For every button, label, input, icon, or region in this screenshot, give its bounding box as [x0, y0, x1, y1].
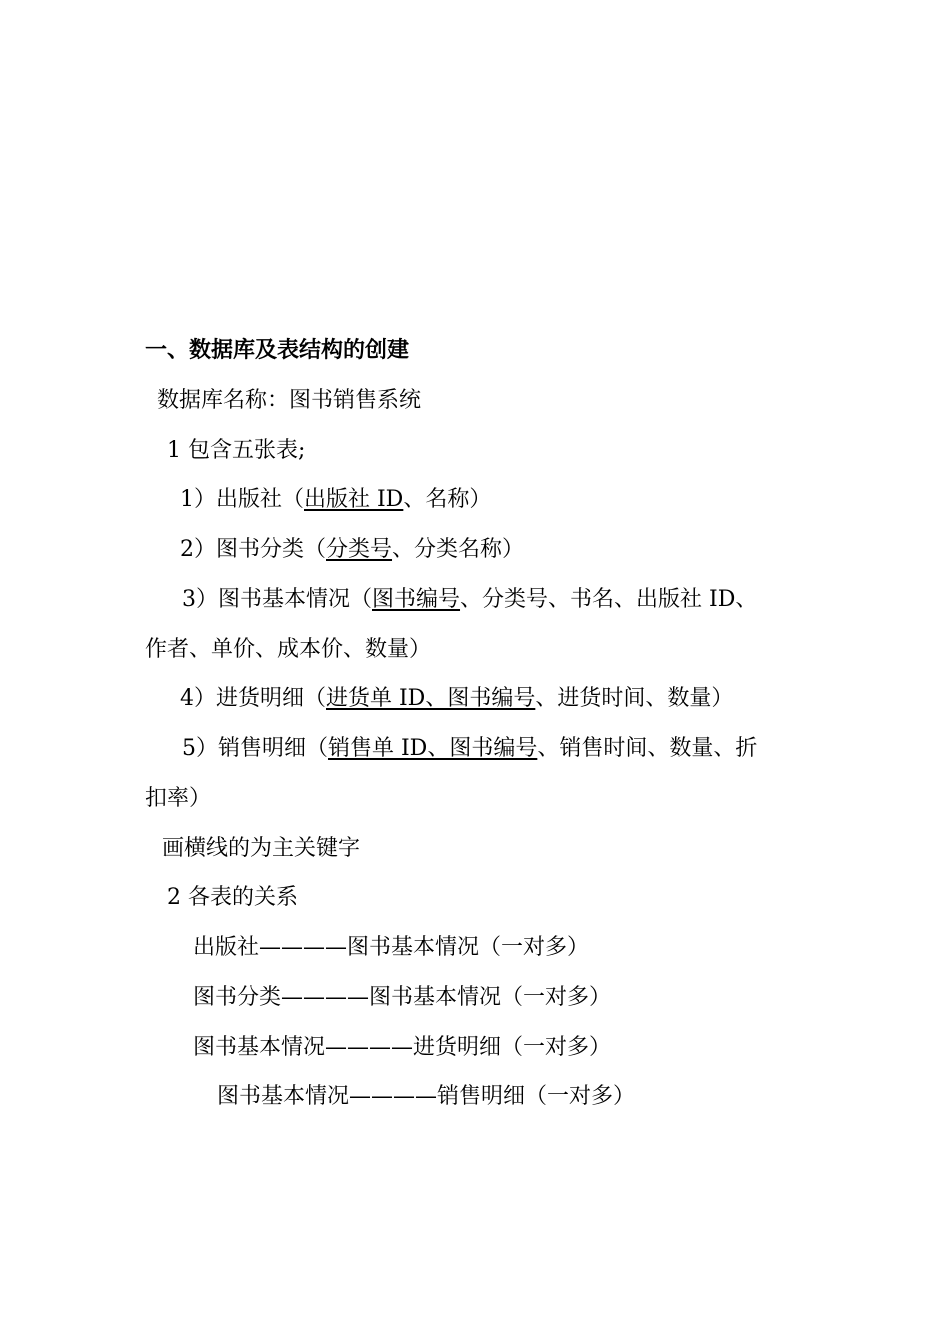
table-item-continuation: 作者、单价、成本价、数量） — [145, 637, 432, 662]
table-item-fields: 、分类号、书名、出版社 ID、 — [460, 587, 758, 612]
relation-item: 图书基本情况————销售明细（一对多） — [217, 1084, 636, 1109]
primary-key: 出版社 ID — [304, 487, 404, 512]
table-item-fields: 、销售时间、数量、折 — [537, 736, 758, 761]
section-heading: 一、数据库及表结构的创建 — [145, 338, 410, 363]
primary-key: 销售单 ID、图书编号 — [328, 736, 538, 761]
table-item-book-info — [182, 585, 757, 615]
table-item-publisher — [180, 485, 491, 515]
relation-item: 图书基本情况————进货明细（一对多） — [193, 1035, 612, 1060]
table-item-category — [180, 535, 524, 565]
primary-key: 图书编号 — [372, 587, 461, 612]
primary-key-note: 画横线的为主关键字 — [162, 836, 361, 861]
table-item-fields: 、名称） — [403, 487, 492, 512]
table-item-fields: 、进货时间、数量） — [535, 686, 734, 711]
database-name: 数据库名称：图书销售系统 — [157, 388, 422, 413]
table-item-sales — [182, 734, 757, 764]
table-count-item: 1 包含五张表; — [167, 438, 306, 463]
table-item-prefix: 3）图书基本情况（ — [182, 587, 372, 612]
primary-key: 进货单 ID、图书编号 — [326, 686, 536, 711]
relations-heading: 2 各表的关系 — [167, 885, 298, 910]
table-item-purchase — [180, 684, 733, 714]
table-item-continuation: 扣率） — [145, 786, 212, 811]
table-item-prefix: 4）进货明细（ — [180, 686, 326, 711]
relation-item: 图书分类————图书基本情况（一对多） — [193, 985, 612, 1010]
primary-key: 分类号 — [326, 537, 393, 562]
table-item-prefix: 1）出版社（ — [180, 487, 304, 512]
table-item-prefix: 2）图书分类（ — [180, 537, 326, 562]
relation-item: 出版社————图书基本情况（一对多） — [193, 935, 590, 960]
table-item-fields: 、分类名称） — [392, 537, 525, 562]
table-item-prefix: 5）销售明细（ — [182, 736, 328, 761]
